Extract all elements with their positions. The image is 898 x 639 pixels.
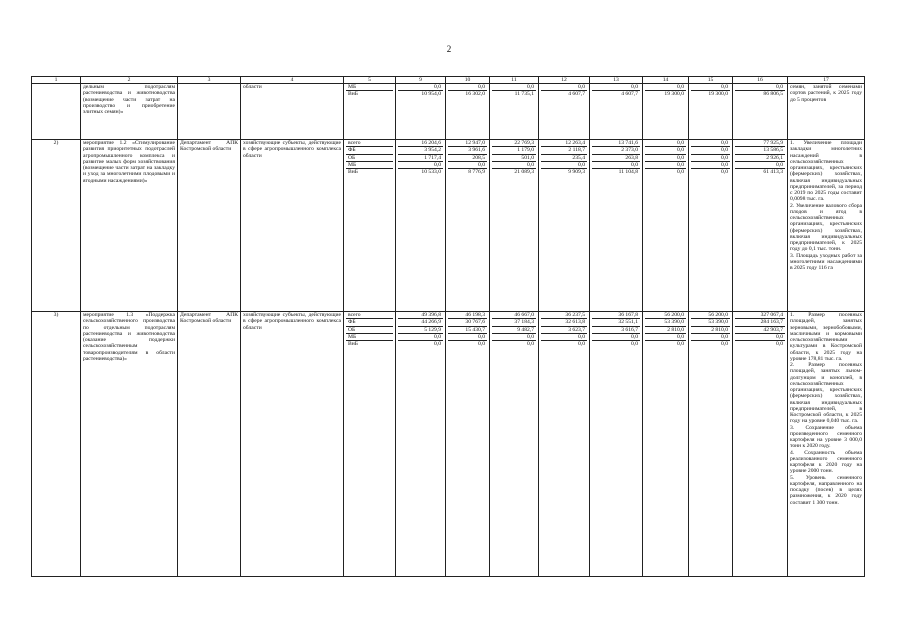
funding-value: 10 954,0 (421, 91, 441, 98)
funding-value: 0,0 (645, 84, 686, 91)
header-cell: 13 (590, 77, 643, 84)
funding-value: 0,0 (398, 162, 443, 169)
funding-value: 0,0 (691, 162, 730, 169)
funding-value: 5 129,9 (398, 327, 443, 334)
program-measures-table (31, 76, 865, 577)
funding-value: 22 769,3 (492, 140, 536, 147)
value-cell (590, 84, 643, 140)
funding-source-label: ФБ (346, 147, 393, 154)
funding-source-label: всего (346, 312, 393, 319)
header-cell: 4 (241, 77, 344, 84)
funding-value: 0,0 (645, 155, 686, 162)
funding-value: 77 925,9 (735, 140, 785, 147)
value-cell (733, 312, 788, 577)
funding-value: 0,0 (592, 162, 640, 169)
funding-value: 0,0 (578, 341, 585, 347)
funding-value: 11 104,8 (618, 169, 638, 175)
value-cell (689, 84, 733, 140)
funding-source-label: ОБ (346, 155, 393, 162)
funding-value: 235,4 (541, 155, 587, 162)
value-cell (490, 140, 539, 312)
funding-value: 4 607,7 (621, 91, 638, 98)
funding-value: 0,0 (448, 84, 487, 91)
funding-value: 53 390,0 (645, 319, 686, 326)
funding-value: 0,0 (448, 334, 487, 341)
value-cell (590, 312, 643, 577)
funding-value: 501,0 (492, 155, 536, 162)
row-number (32, 84, 81, 140)
funding-source-label: всего (346, 140, 393, 147)
funding-value: 10 533,0 (421, 169, 441, 175)
participants-cell: хозяйствующие субъекты, действующие в сфере агропромышленного комплекса области (241, 140, 344, 312)
funding-value: 263,8 (592, 155, 640, 162)
funding-value: 0,0 (691, 147, 730, 154)
funding-value: 11 735,1 (514, 91, 534, 98)
page-number: 2 (446, 44, 452, 54)
funding-value: 0,0 (677, 341, 684, 347)
funding-source-label: ВнБ (348, 341, 358, 347)
header-cell: 2 (81, 77, 178, 84)
column-number-header-row (32, 77, 865, 84)
funding-value: 0,0 (492, 162, 536, 169)
funding-value: 284 163,7 (735, 319, 785, 326)
funding-source-cell (344, 312, 396, 577)
funding-value: 12 263,4 (541, 140, 587, 147)
funding-source-label: МБ (346, 84, 393, 91)
funding-value: 36 237,5 (541, 312, 587, 319)
funding-value: 32 613,8 (541, 319, 587, 326)
funding-value: 0,0 (434, 341, 441, 347)
funding-value: 13 586,5 (735, 147, 785, 154)
value-cell (643, 84, 689, 140)
value-cell (689, 140, 733, 312)
funding-value: 21 089,3 (514, 169, 534, 175)
row-number: 3) (32, 312, 81, 577)
header-cell: 3 (178, 77, 241, 84)
participants-cell: хозяйствующие субъекты, действующие в сфере агропромышленного комплекса области (241, 312, 344, 577)
funding-value: 0,0 (592, 334, 640, 341)
header-cell: 14 (643, 77, 689, 84)
funding-value: 61 413,3 (763, 169, 783, 175)
funding-value: 0,0 (631, 341, 638, 347)
table-row (32, 140, 865, 312)
table-row (32, 312, 865, 577)
value-cell (490, 84, 539, 140)
funding-value: 46 198,3 (448, 312, 487, 319)
funding-value: 13 741,6 (592, 140, 640, 147)
header-cell: 16 (733, 77, 788, 84)
value-cell (689, 312, 733, 577)
value-cell (733, 140, 788, 312)
funding-value: 0,0 (645, 162, 686, 169)
funding-source-label: ВнБ (348, 91, 358, 98)
funding-value: 2 810,0 (645, 327, 686, 334)
measure-name: мероприятие 1.2 «Стимулирование развития приоритетных подотраслей агропромышленного комплекса и развитие малых форм хозяйствования (возмещение части затрат на закладку и уход за многолетними плодовыми и ягодными насаждениями)» (81, 140, 178, 312)
funding-value: 0,0 (492, 334, 536, 341)
funding-value: 0,0 (592, 84, 640, 91)
value-cell (396, 140, 446, 312)
executor-cell: Департамент АПК Костромской области (178, 312, 241, 577)
funding-value: 0,0 (645, 140, 686, 147)
executor-cell: Департамент АПК Костромской области (178, 140, 241, 312)
measure-name: дельным подотраслям растениеводства и животноводства (возмещение части затрат на производство и приобретение элитных семян)» (81, 84, 178, 140)
funding-value: 327 067,4 (735, 312, 785, 319)
funding-value: 0,0 (776, 341, 783, 347)
value-cell (490, 312, 539, 577)
header-cell: 17 (788, 77, 865, 84)
funding-source-cell (344, 140, 396, 312)
funding-value: 16 302,0 (465, 91, 485, 98)
funding-value: 19 300,0 (708, 91, 728, 98)
funding-value: 0,0 (492, 84, 536, 91)
value-cell (396, 312, 446, 577)
funding-value: 86 806,5 (763, 91, 783, 98)
funding-value: 53 390,0 (691, 319, 730, 326)
funding-value: 3 623,7 (541, 327, 587, 334)
funding-value: 2 118,7 (541, 147, 587, 154)
funding-value: 32 551,1 (592, 319, 640, 326)
funding-value: 0,0 (721, 169, 728, 175)
value-cell (733, 84, 788, 140)
funding-value: 0,0 (691, 334, 730, 341)
value-cell (590, 140, 643, 312)
funding-value: 3 954,2 (398, 147, 443, 154)
funding-source-label: МБ (346, 334, 393, 341)
funding-value: 0,0 (691, 84, 730, 91)
funding-value: 0,0 (735, 84, 785, 91)
funding-value: 56 200,0 (691, 312, 730, 319)
funding-value: 49 396,8 (398, 312, 443, 319)
funding-value: 0,0 (541, 84, 587, 91)
header-cell: 11 (490, 77, 539, 84)
funding-value: 19 300,0 (664, 91, 684, 98)
value-cell (446, 312, 490, 577)
funding-source-cell (344, 84, 396, 140)
row-number: 2) (32, 140, 81, 312)
funding-value: 0,0 (645, 147, 686, 154)
value-cell (643, 140, 689, 312)
value-cell (643, 312, 689, 577)
expected-result-cell: 1. Размер посевных площадей, занятых зерновыми, зернобобовыми, масличными и кормовыми сельскохозяйственными культурами в Костромской области, к 2025 году на уровне 178,81 тыс. га. 2. Размер посевных площадей, занятых льном-долгунцом и коноплей, в сельскохозяйственных организациях, крестьянских (фермерских) хозяйствах, включая индивидуальных предпринимателей, в Костромской области, к 2025 году на уровне 0,040 тыс. га. 3. Сохранение объема произведенного семенного картофеля на уровне 3 000,0 тонн к 2020 году. 4. Сохранность объема реализованного семенного картофеля к 2020 году на уровне 2000 тонн. 5. Уровень семенного картофеля, направленного на посадку (посев) в целях размножения, к 2020 году составит 1 300 тонн. (788, 312, 865, 577)
funding-value: 0,0 (478, 341, 485, 347)
funding-value: 3 961,6 (448, 147, 487, 154)
measure-name: мероприятие 1.3 «Поддержка сельскохозяйственного производства по отдельным подотраслям растениеводства и животноводства (оказание поддержки сельскохозяйственным товаропроизводителям в области растениеводства)» (81, 312, 178, 577)
header-cell: 10 (446, 77, 490, 84)
funding-value: 30 767,6 (448, 319, 487, 326)
funding-value: 1 717,4 (398, 155, 443, 162)
funding-value: 37 184,3 (492, 319, 536, 326)
header-cell: 12 (539, 77, 590, 84)
funding-value: 36 167,8 (592, 312, 640, 319)
funding-value: 1 179,0 (492, 147, 536, 154)
value-cell (446, 140, 490, 312)
funding-value: 2 373,0 (592, 147, 640, 154)
funding-value: 15 430,7 (448, 327, 487, 334)
funding-value: 2 810,0 (691, 327, 730, 334)
table-row (32, 84, 865, 140)
funding-value: 16 204,6 (398, 140, 443, 147)
executor-cell (178, 84, 241, 140)
funding-value: 0,0 (735, 162, 785, 169)
funding-value: 2 926,1 (735, 155, 785, 162)
funding-value: 0,0 (527, 341, 534, 347)
value-cell (539, 84, 590, 140)
participants-cell: области (241, 84, 344, 140)
funding-value: 0,0 (691, 140, 730, 147)
value-cell (539, 140, 590, 312)
funding-value: 46 667,0 (492, 312, 536, 319)
funding-value: 9 909,3 (568, 169, 585, 175)
value-cell (446, 84, 490, 140)
funding-value: 56 200,0 (645, 312, 686, 319)
funding-value: 0,0 (398, 334, 443, 341)
header-cell: 5 (344, 77, 396, 84)
header-cell: 15 (689, 77, 733, 84)
funding-source-label: ОБ (346, 327, 393, 334)
funding-value: 0,0 (398, 84, 443, 91)
funding-value: 42 903,7 (735, 327, 785, 334)
funding-value: 9 482,7 (492, 327, 536, 334)
funding-value: 0,0 (691, 155, 730, 162)
funding-value: 3 616,7 (592, 327, 640, 334)
expected-result-cell: 1. Увеличение площади закладки многолетних насаждений в сельскохозяйственных организациях, крестьянских (фермерских) хозяйствах, включая индивидуальных предпринимателей, за период с 2019 по 2025 годы составит 0,0098 тыс. га. 2. Увеличение валового сбора плодов и ягод в сельскохозяйственных организациях, крестьянских (фермерских) хозяйствах, включая индивидуальных предпринимателей, к 2025 году до 0,1 тыс. тонн. 3. Площадь уходных работ за многолетними насаждениями в 2025 году 116 га (788, 140, 865, 312)
funding-value: 0,0 (448, 162, 487, 169)
funding-value: 12 947,0 (448, 140, 487, 147)
funding-source-label: ВнБ (348, 169, 358, 175)
funding-source-label: МБ (346, 162, 393, 169)
expected-result-cell: семян, занятой семенами сортов растений, к 2025 году до 5 процентов (788, 84, 865, 140)
funding-value: 44 266,9 (398, 319, 443, 326)
value-cell (396, 84, 446, 140)
funding-value: 0,0 (541, 162, 587, 169)
funding-value: 0,0 (677, 169, 684, 175)
value-cell (539, 312, 590, 577)
funding-source-label: ФБ (346, 319, 393, 326)
header-cell: 1 (32, 77, 81, 84)
funding-value: 0,0 (541, 334, 587, 341)
funding-value: 8 776,9 (468, 169, 485, 175)
funding-value: 208,5 (448, 155, 487, 162)
funding-value: 0,0 (721, 341, 728, 347)
funding-value: 0,0 (645, 334, 686, 341)
funding-value: 0,0 (735, 334, 785, 341)
funding-value: 4 607,7 (568, 91, 585, 98)
header-cell: 9 (396, 77, 446, 84)
